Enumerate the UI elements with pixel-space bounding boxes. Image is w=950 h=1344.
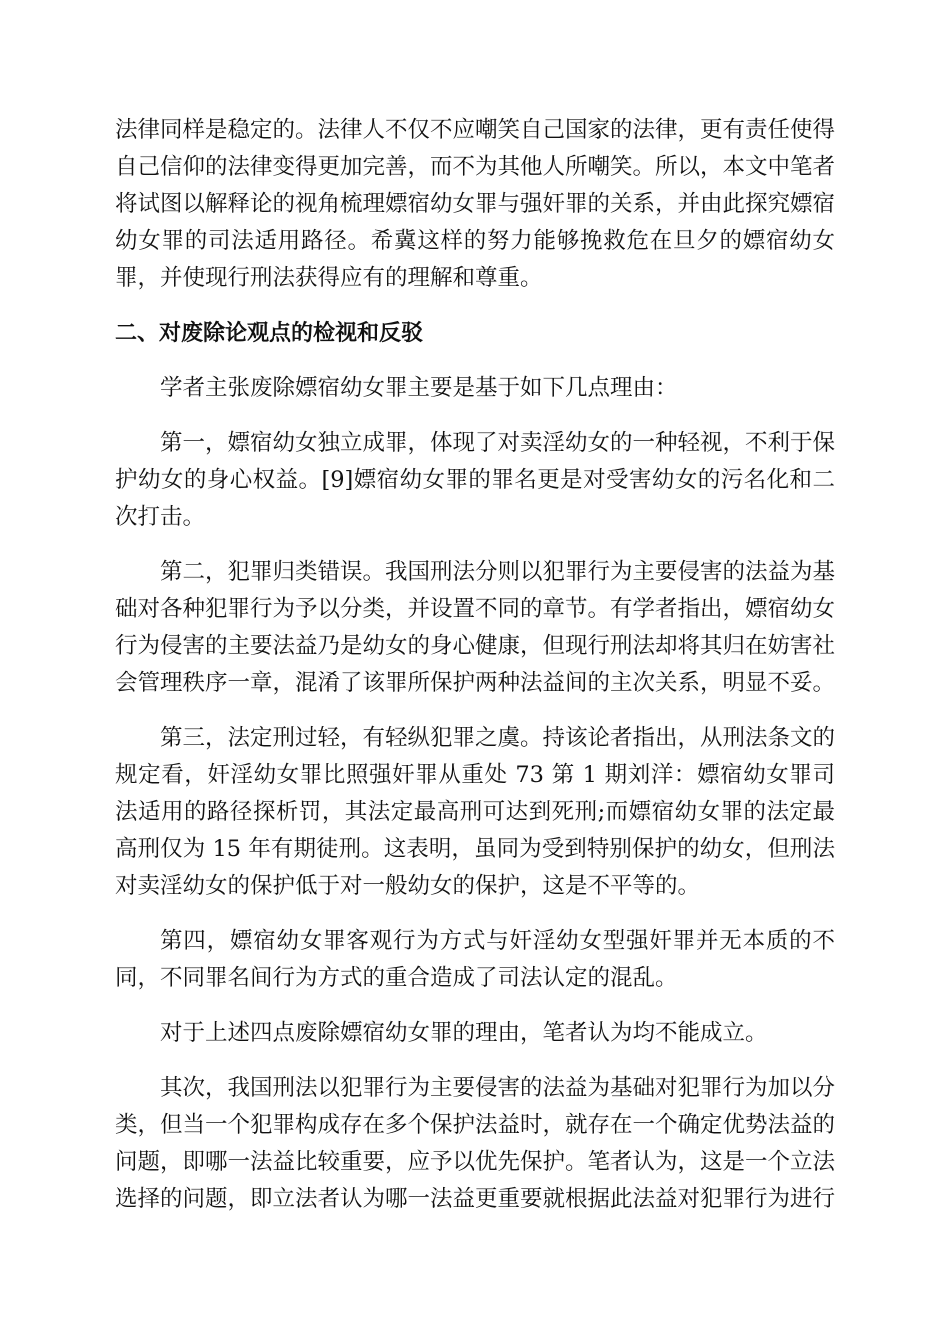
body-paragraph: 第一，嫖宿幼女独立成罪，体现了对卖淫幼女的一种轻视，不利于保护幼女的身心权益。[9]嫖宿幼女罪的罪名更是对受害幼女的污名化和二次打击。 (115, 430, 836, 530)
body-paragraph: 第二，犯罪归类错误。我国刑法分则以犯罪行为主要侵害的法益为基础对各种犯罪行为予以分类，并设置不同的章节。有学者指出，嫖宿幼女行为侵害的主要法益乃是幼女的身心健康，但现行刑法却将其归在妨害社会管理秩序一章，混淆了该罪所保护两种法益间的主次关系，明显不妥。 (115, 559, 836, 696)
body-paragraph: 学者主张废除嫖宿幼女罪主要是基于如下几点理由： (160, 375, 678, 401)
body-paragraph: 其次，我国刑法以犯罪行为主要侵害的法益为基础对犯罪行为加以分类，但当一个犯罪构成存在多个保护法益时，就存在一个确定优势法益的问题，即哪一法益比较重要，应予以优先保护。笔者认为，这是一个立法选择的问题，即立法者认为哪一法益更重要就根据此法益对犯罪行为进行 (115, 1075, 836, 1212)
body-paragraph: 对于上述四点废除嫖宿幼女罪的理由，笔者认为均不能成立。 (160, 1020, 768, 1046)
section-heading: 二、对废除论观点的检视和反驳 (115, 321, 424, 346)
document-body (115, 112, 835, 1236)
body-paragraph: 第四，嫖宿幼女罪客观行为方式与奸淫幼女型强奸罪并无本质的不同，不同罪名间行为方式的重合造成了司法认定的混乱。 (115, 928, 835, 991)
body-paragraph: 法律同样是稳定的。法律人不仅不应嘲笑自己国家的法律，更有责任使得自己信仰的法律变得更加完善，而不为其他人所嘲笑。所以，本文中笔者将试图以解释论的视角梳理嫖宿幼女罪与强奸罪的关系，并由此探究嫖宿幼女罪的司法适用路径。希冀这样的努力能够挽救危在旦夕的嫖宿幼女罪，并使现行刑法获得应有的理解和尊重。 (115, 117, 836, 291)
body-paragraph: 第三，法定刑过轻，有轻纵犯罪之虞。持该论者指出，从刑法条文的规定看，奸淫幼女罪比照强奸罪从重处 73 第 1 期刘洋：嫖宿幼女罪司法适用的路径探析罚，其法定最高刑可达到死刑;而嫖宿幼女罪的法定最高刑仅为 15 年有期徒刑。这表明，虽同为受到特别保护的幼女，但刑法对卖淫幼女的保护低于对一般幼女的保护，这是不平等的。 (115, 725, 836, 899)
